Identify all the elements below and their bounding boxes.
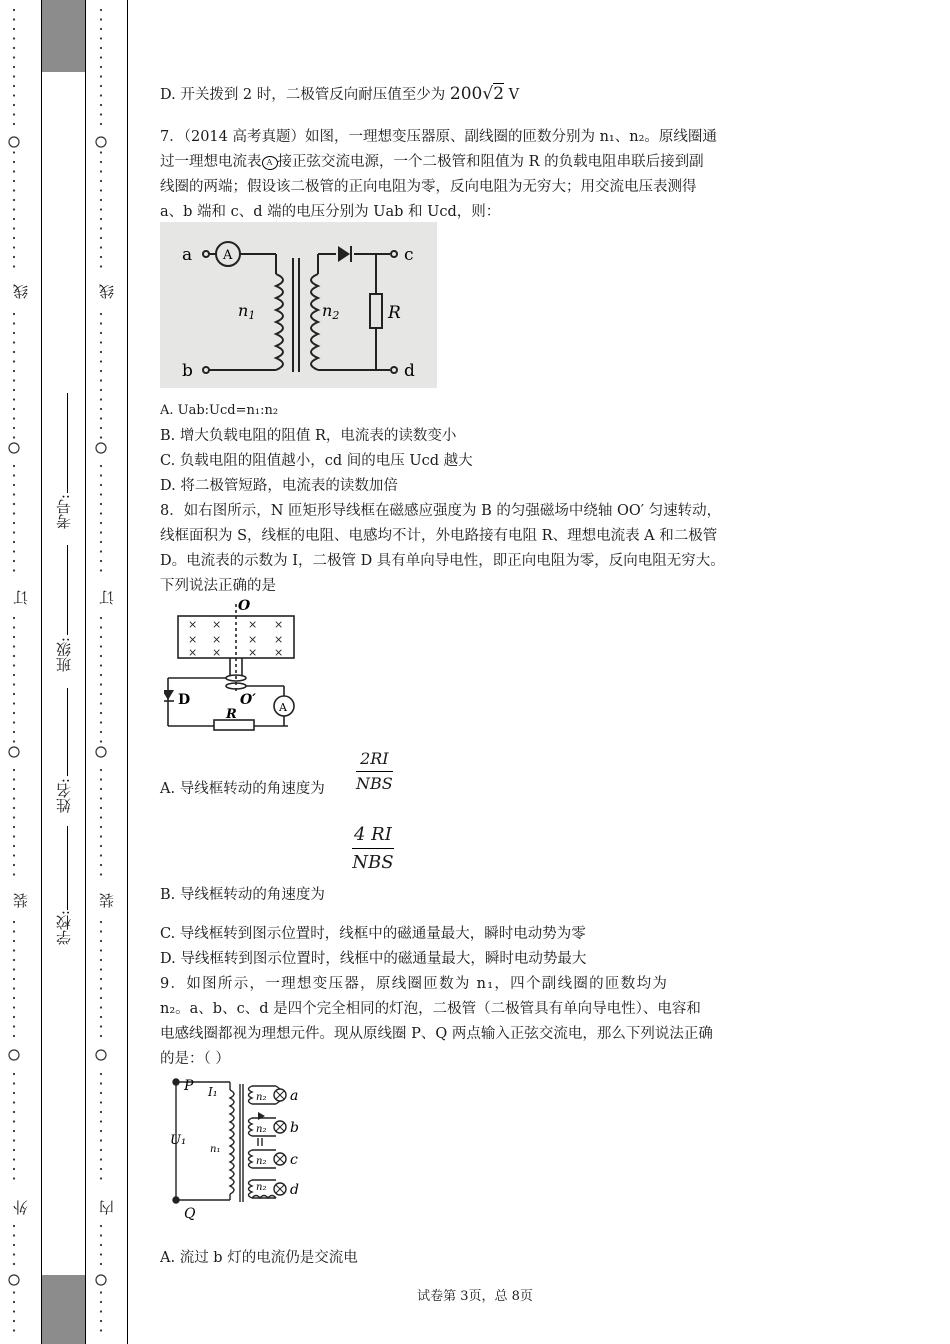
q9-label-n1: n₁ bbox=[210, 1144, 221, 1155]
q7-line-1: 7．（2014 高考真题）如图，一理想变压器原、副线圈的匝数分别为 n₁、n₂。原线圈通 bbox=[160, 129, 717, 145]
q6-option-d bbox=[160, 82, 519, 108]
svg-text:×: × bbox=[212, 646, 222, 659]
school-label: 学校: bbox=[55, 910, 73, 946]
q9-label-U1: U₁ bbox=[170, 1133, 187, 1148]
margin-rule-3 bbox=[127, 0, 128, 1344]
class-label: 班级: bbox=[55, 637, 73, 673]
q7-label-n2: n2 bbox=[322, 301, 340, 322]
q9-label-n2-b: n₂ bbox=[256, 1124, 267, 1135]
q7-option-b: B. 增大负载电阻的阻值 R，电流表的读数变小 bbox=[160, 428, 457, 444]
q8-option-a: A. 导线框转动的角速度为 bbox=[160, 781, 325, 797]
svg-text:×: × bbox=[188, 646, 198, 659]
svg-text:×: × bbox=[212, 633, 222, 646]
q9-label-c: c bbox=[290, 1152, 298, 1168]
q7-label-a: a bbox=[182, 245, 193, 265]
q9-label-P: P bbox=[184, 1078, 194, 1094]
svg-text:×: × bbox=[274, 646, 284, 659]
svg-text:×: × bbox=[248, 633, 258, 646]
outer-label-bind: 装 bbox=[12, 893, 30, 908]
q7-line-2: 过一理想电流表 A 接正弦交流电源，一个二极管和阻值为 R 的负载电阻串联后接到副 bbox=[160, 154, 704, 170]
q9-line-4: 的是：（ ） bbox=[160, 1051, 230, 1067]
exam-no-label: 考号: bbox=[55, 494, 73, 530]
q6-option-d-value: 200√2 bbox=[449, 84, 505, 104]
q9-line-1: 9．如图所示，一理想变压器，原线圈匝数为 n₁，四个副线圈的匝数均为 bbox=[160, 976, 669, 992]
q9-line-3: 电感线圈都视为理想元件。现从原线圈 P、Q 两点输入正弦交流电，那么下列说法正确 bbox=[160, 1026, 713, 1042]
svg-text:×: × bbox=[248, 646, 258, 659]
ammeter-icon: A bbox=[262, 156, 278, 170]
inner-label-bind: 装 bbox=[98, 893, 116, 908]
q6-option-d-unit: V bbox=[508, 87, 520, 103]
q9-line-2: n₂。a、b、c、d 是四个完全相同的灯泡，二极管（二极管具有单向导电性）、电容和 bbox=[160, 1001, 701, 1017]
q7-label-n1: n1 bbox=[238, 301, 256, 322]
svg-text:×: × bbox=[188, 618, 198, 631]
q8-label-O2: O′ bbox=[240, 692, 256, 708]
q8-line-2: 线框面积为 S，线框的电阻、电感均不计，外电路接有电阻 R、理想电流表 A 和二极管 bbox=[160, 528, 718, 544]
q7-line-4: a、b 端和 c、d 端的电压分别为 Uab 和 Ucd，则： bbox=[160, 204, 501, 220]
q8-option-b-denominator: NBS bbox=[352, 852, 394, 873]
q8-option-c: C. 导线框转到图示位置时，线框中的磁通量最大，瞬时电动势为零 bbox=[160, 926, 586, 942]
q7-label-d: d bbox=[404, 361, 415, 381]
page-footer: 试卷第 3页，总 8页 bbox=[417, 1289, 533, 1304]
outer-dot-strip bbox=[8, 0, 26, 1344]
q8-option-a-denominator: NBS bbox=[356, 774, 393, 793]
q8-line-4: 下列说法正确的是 bbox=[160, 578, 276, 594]
q8-rotating-coil-diagram bbox=[164, 598, 304, 734]
inner-label-line: 线 bbox=[98, 284, 116, 299]
q8-option-b-fraction bbox=[352, 821, 394, 876]
q9-option-a: A. 流过 b 灯的电流仍是交流电 bbox=[160, 1250, 358, 1266]
q8-label-D: D bbox=[178, 692, 191, 708]
q9-label-I1: I₁ bbox=[208, 1085, 218, 1099]
q7-transformer-diagram bbox=[160, 222, 437, 388]
inner-dot-strip bbox=[95, 0, 113, 1344]
sqrt-symbol: √ bbox=[482, 84, 494, 104]
class-line[interactable] bbox=[67, 545, 68, 635]
svg-text:×: × bbox=[212, 618, 222, 631]
q8-option-b-numerator: 4 RI bbox=[352, 821, 394, 849]
q7-option-a: A. Uab:Ucd=n₁:n₂ bbox=[160, 403, 279, 418]
q8-label-O: O bbox=[238, 598, 251, 614]
inner-label-inside: 内 bbox=[98, 1200, 116, 1215]
svg-text:×: × bbox=[274, 633, 284, 646]
svg-text:×: × bbox=[188, 633, 198, 646]
q9-label-b: b bbox=[290, 1120, 299, 1136]
q9-label-n2-a: n₂ bbox=[256, 1092, 267, 1103]
q8-option-a-numerator: 2RI bbox=[356, 747, 393, 772]
name-label: 姓名: bbox=[55, 778, 73, 814]
gray-band-top bbox=[41, 0, 85, 72]
q8-label-R: R bbox=[226, 707, 237, 722]
exam-no-line[interactable] bbox=[67, 393, 68, 493]
q7-line-3: 线圈的两端；假设该二极管的正向电阻为零，反向电阻为无穷大；用交流电压表测得 bbox=[160, 179, 697, 195]
q8-label-A: A bbox=[279, 701, 287, 714]
q7-label-R: R bbox=[388, 303, 401, 323]
inner-label-order: 订 bbox=[98, 590, 116, 605]
q8-line-3: D。电流表的示数为 I，二极管 D 具有单向导电性，即正向电阻为零，反向电阻无穷大。 bbox=[160, 553, 725, 569]
q8-option-b: B. 导线框转动的角速度为 bbox=[160, 887, 325, 903]
q7-label-c: c bbox=[404, 245, 414, 265]
school-line[interactable] bbox=[67, 826, 68, 910]
q8-line-1: 8．如右图所示，N 匝矩形导线框在磁感应强度为 B 的匀强磁场中绕轴 OO′ 匀速转动， bbox=[160, 503, 722, 519]
q9-label-a: a bbox=[290, 1088, 299, 1104]
q7-option-d: D. 将二极管短路，电流表的读数加倍 bbox=[160, 478, 398, 494]
q9-label-n2-c: n₂ bbox=[256, 1156, 267, 1167]
q9-label-n2-d: n₂ bbox=[256, 1182, 267, 1193]
q9-label-Q: Q bbox=[184, 1206, 196, 1222]
outer-label-outside: 外 bbox=[12, 1200, 30, 1215]
outer-label-line: 线 bbox=[12, 284, 30, 299]
q7-label-A: A bbox=[223, 248, 233, 263]
name-line[interactable] bbox=[67, 688, 68, 776]
q8-option-d: D. 导线框转到图示位置时，线框中的磁通量最大，瞬时电动势最大 bbox=[160, 951, 587, 967]
margin-rule-1 bbox=[41, 0, 42, 1344]
q6-option-d-text: D. 开关拨到 2 时，二极管反向耐压值至少为 bbox=[160, 87, 446, 103]
svg-text:×: × bbox=[274, 618, 284, 631]
q7-label-b: b bbox=[182, 361, 193, 381]
q7-option-c: C. 负载电阻的阻值越小，cd 间的电压 Ucd 越大 bbox=[160, 453, 473, 469]
q8-option-a-fraction bbox=[356, 747, 393, 796]
q9-label-d: d bbox=[290, 1182, 299, 1198]
svg-text:×: × bbox=[248, 618, 258, 631]
outer-label-order: 订 bbox=[12, 590, 30, 605]
q9-multi-winding-transformer-diagram bbox=[166, 1076, 311, 1224]
margin-rule-2 bbox=[85, 0, 86, 1344]
